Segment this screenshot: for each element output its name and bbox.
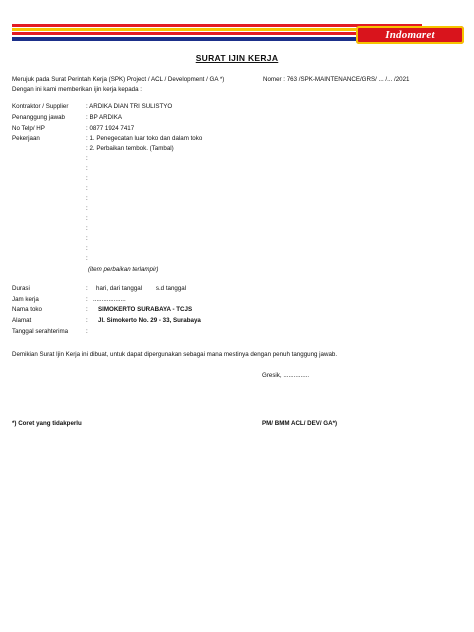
work-item-blank: : bbox=[86, 225, 88, 232]
detail-label-durasi: Durasi bbox=[12, 285, 30, 292]
work-item-blank: : bbox=[86, 205, 88, 212]
footnote: *) Coret yang tidakperlu bbox=[12, 420, 82, 427]
detail-value-jam: ................... bbox=[93, 296, 126, 303]
field-value-penanggung: : BP ARDIKA bbox=[86, 114, 122, 121]
closing-statement: Demikian Surat Ijin Kerja ini dibuat, untuk dapat dipergunakan sebagai mana mestinya dengan penuh tanggung jawab. bbox=[12, 351, 338, 358]
signature-role: PM/ BMM ACL/ DEV/ GA*) bbox=[262, 420, 338, 427]
field-label-telp: No Telp/ HP bbox=[12, 125, 45, 132]
detail-label-nama-toko: Nama toko bbox=[12, 306, 42, 313]
work-item-blank: : bbox=[86, 235, 88, 242]
field-label-penanggung: Penanggung jawab bbox=[12, 114, 65, 121]
detail-colon: : bbox=[86, 317, 88, 324]
work-item-blank: : bbox=[86, 195, 88, 202]
detail-label-serahterima: Tanggal serahterima bbox=[12, 328, 69, 335]
detail-label-jam: Jam kerja bbox=[12, 296, 39, 303]
detail-value-durasi: hari, dari tanggal s.d tanggal bbox=[96, 285, 187, 292]
stripe-blue bbox=[12, 37, 362, 41]
work-items-note: (item perbaikan terlampir) bbox=[88, 266, 159, 273]
detail-value-alamat: Jl. Simokerto No. 29 - 33, Surabaya bbox=[98, 317, 201, 324]
work-item-blank: : bbox=[86, 185, 88, 192]
detail-colon: : bbox=[86, 296, 88, 303]
field-label-kontraktor: Kontraktor / Supplier bbox=[12, 103, 69, 110]
indomaret-logo bbox=[356, 26, 464, 44]
work-item-blank: : bbox=[86, 245, 88, 252]
nomor-line: Nomer : 763 /SPK-MAINTENANCE/GRS/ ... /... /2021 bbox=[263, 76, 410, 83]
intro-line-2: Dengan ini kami memberikan ijin kerja kepada : bbox=[12, 86, 143, 93]
work-item-blank: : bbox=[86, 165, 88, 172]
work-item-blank: : bbox=[86, 175, 88, 182]
detail-value-nama-toko: SIMOKERTO SURABAYA - TCJS bbox=[98, 306, 193, 313]
detail-colon: : bbox=[86, 306, 88, 313]
place-date: Gresik, ............... bbox=[262, 372, 310, 379]
detail-colon: : bbox=[86, 285, 88, 292]
work-item-blank: : bbox=[86, 255, 88, 262]
field-value-pekerjaan: : 1. Penegecatan luar toko dan dalam toko bbox=[86, 135, 203, 142]
logo-text: Indomaret bbox=[385, 29, 435, 41]
work-item-blank: : bbox=[86, 215, 88, 222]
detail-label-alamat: Alamat bbox=[12, 317, 32, 324]
detail-colon: : bbox=[86, 328, 88, 335]
field-label-pekerjaan: Pekerjaan bbox=[12, 135, 40, 142]
field-value-telp: : 0877 1924 7417 bbox=[86, 125, 135, 132]
intro-line-1: Merujuk pada Surat Perintah Kerja (SPK) Project / ACL / Development / GA *) bbox=[12, 76, 225, 83]
work-item-blank: : bbox=[86, 155, 88, 162]
work-item-2: : 2. Perbaikan tembok. (Tambal) bbox=[86, 145, 174, 152]
page-title: SURAT IJIN KERJA bbox=[195, 53, 279, 63]
field-value-kontraktor: : ARDIKA DIAN TRI SULISTYO bbox=[86, 103, 173, 110]
